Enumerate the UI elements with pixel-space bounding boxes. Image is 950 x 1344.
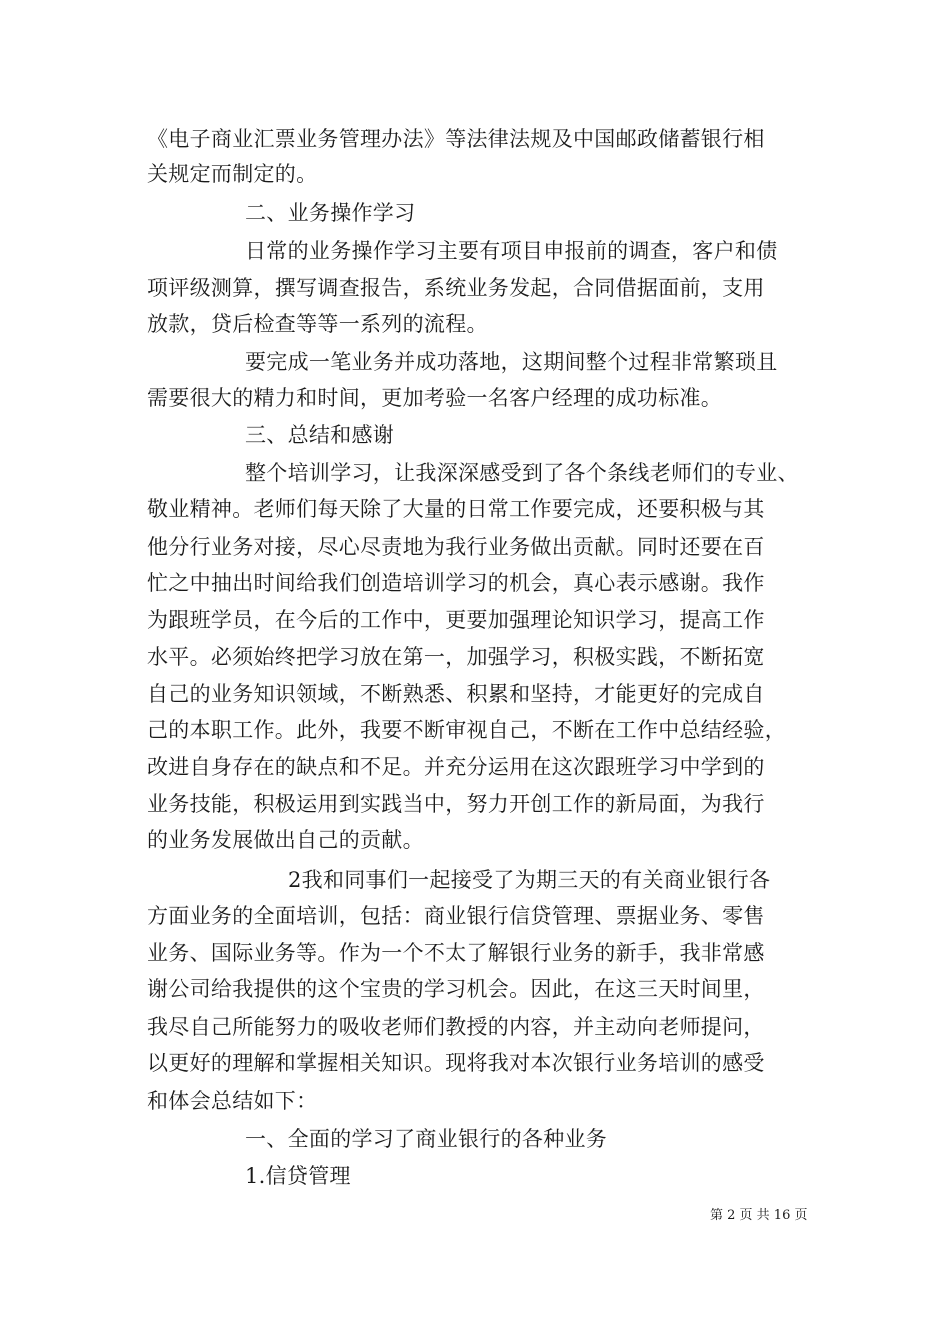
text-line: 的业务发展做出自己的贡献。: [147, 828, 424, 852]
text-line: 改进自身存在的缺点和不足。并充分运用在这次跟班学习中学到的: [147, 755, 765, 779]
text-line: 为跟班学员，在今后的工作中，更要加强理论知识学习，提高工作: [147, 608, 765, 632]
text-line: 关规定而制定的。: [147, 162, 318, 186]
section-heading: 三、总结和感谢: [245, 423, 395, 447]
text-line: 谢公司给我提供的这个宝贵的学习机会。因此，在这三天时间里，: [147, 977, 765, 1001]
text-line: 己的本职工作。此外，我要不断审视自己，不断在工作中总结经验，: [147, 718, 786, 742]
text-line: 敬业精神。老师们每天除了大量的日常工作要完成，还要积极与其: [147, 497, 765, 521]
text-line: 2我和同事们一起接受了为期三天的有关商业银行各: [288, 868, 771, 892]
text-line: 业务、国际业务等。作为一个不太了解银行业务的新手，我非常感: [147, 941, 765, 965]
text-line: 以更好的理解和掌握相关知识。现将我对本次银行业务培训的感受: [147, 1051, 765, 1075]
text-line: 要完成一笔业务并成功落地，这期间整个过程非常繁琐且: [245, 350, 778, 374]
text-line: 忙之中抽出时间给我们创造培训学习的机会，真心表示感谢。我作: [147, 571, 765, 595]
text-line: 方面业务的全面培训，包括：商业银行信贷管理、票据业务、零售: [147, 904, 765, 928]
section-heading: 一、全面的学习了商业银行的各种业务: [245, 1127, 608, 1151]
text-line: 日常的业务操作学习主要有项目申报前的调查，客户和债: [245, 239, 778, 263]
page-footer: 第 2 页 共 16 页: [710, 1208, 808, 1223]
text-line: 水平。必须始终把学习放在第一，加强学习，积极实践，不断拓宽: [147, 645, 765, 669]
text-line: 项评级测算，撰写调查报告，系统业务发起，合同借据面前，支用: [147, 276, 765, 300]
text-line: 自己的业务知识领域，不断熟悉、积累和坚持，才能更好的完成自: [147, 682, 765, 706]
subsection-heading: 1.信贷管理: [245, 1164, 351, 1188]
text-line: 《电子商业汇票业务管理办法》等法律法规及中国邮政储蓄银行相: [147, 127, 765, 151]
text-line: 整个培训学习，让我深深感受到了各个条线老师们的专业、: [245, 461, 799, 485]
text-line: 放款，贷后检查等等一系列的流程。: [147, 312, 488, 336]
text-line: 他分行业务对接，尽心尽责地为我行业务做出贡献。同时还要在百: [147, 535, 765, 559]
text-line: 和体会总结如下：: [147, 1089, 318, 1113]
text-line: 业务技能，积极运用到实践当中，努力开创工作的新局面，为我行: [147, 792, 765, 816]
text-line: 我尽自己所能努力的吸收老师们教授的内容，并主动向老师提问，: [147, 1015, 765, 1039]
text-line: 需要很大的精力和时间，更加考验一名客户经理的成功标准。: [147, 386, 723, 410]
section-heading: 二、业务操作学习: [245, 201, 416, 225]
